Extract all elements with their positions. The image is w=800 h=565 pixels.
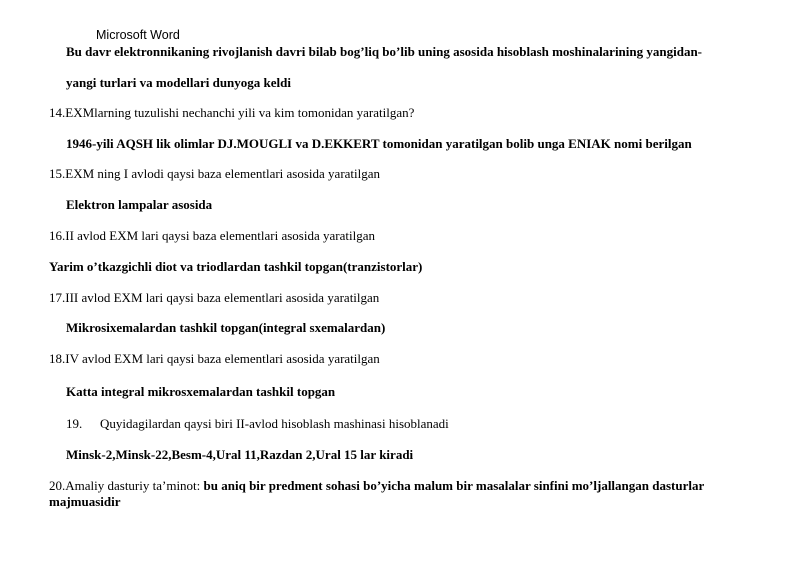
question-16 — [49, 228, 375, 244]
question-20 — [49, 478, 739, 510]
question-19 — [66, 416, 449, 432]
answer-17: Mikrosixemalardan tashkil topgan(integral sxemalardan) — [66, 320, 386, 335]
intro-line-1: Bu davr elektronnikaning rivojlanish davri bilab bog’liq bo’lib uning asosida hisoblash moshinalarining yangidan- — [66, 44, 703, 59]
question-text: IV avlod EXM lari qaysi baza elementlari asosida yaratilgan — [65, 351, 380, 366]
question-number: 20. — [49, 478, 66, 493]
answer-14: 1946-yili AQSH lik olimlar DJ.MOUGLI va D.EKKERT tomonidan yaratilgan bolib unga ENIAK nomi berilgan — [66, 136, 692, 151]
question-text: III avlod EXM lari qaysi baza elementlari asosida yaratilgan — [65, 290, 380, 305]
question-text: II avlod EXM lari qaysi baza elementlari asosida yaratilgan — [65, 228, 375, 243]
question-number: 15. — [49, 166, 66, 181]
answer-19: Minsk-2,Minsk-22,Besm-4,Ural 11,Razdan 2,Ural 15 lar kiradi — [66, 447, 414, 462]
answer-18: Katta integral mikrosxemalardan tashkil topgan — [66, 384, 336, 399]
question-number: 14. — [49, 105, 66, 120]
question-text: EXM ning I avlodi qaysi baza elementlari asosida yaratilgan — [65, 166, 381, 181]
question-text: Quyidagilardan qaysi biri II-avlod hisoblash mashinasi hisoblanadi — [100, 416, 449, 431]
question-18 — [49, 351, 380, 367]
question-number: 17. — [49, 290, 66, 305]
question-14 — [49, 105, 414, 121]
answer-16: Yarim o’tkazgichli diot va triodlardan tashkil topgan(tranzistorlar) — [49, 259, 423, 274]
question-text: Amaliy dasturiy ta’minot: — [65, 478, 204, 493]
question-number: 19. — [66, 416, 83, 431]
question-17 — [49, 290, 379, 306]
question-15 — [49, 166, 380, 182]
question-number: 18. — [49, 351, 66, 366]
question-number: 16. — [49, 228, 66, 243]
intro-line-2: yangi turlari va modellari dunyoga keldi — [66, 75, 291, 90]
question-text: EXMlarning tuzulishi nechanchi yili va kim tomonidan yaratilgan? — [65, 105, 415, 120]
app-title: Microsoft Word — [96, 28, 180, 42]
answer-15: Elektron lampalar asosida — [66, 197, 213, 212]
answer-20: bu aniq bir predment sohasi bo’yicha malum bir masalalar sinfini mo’ljallangan dasturlar majmuasidir — [49, 478, 705, 509]
